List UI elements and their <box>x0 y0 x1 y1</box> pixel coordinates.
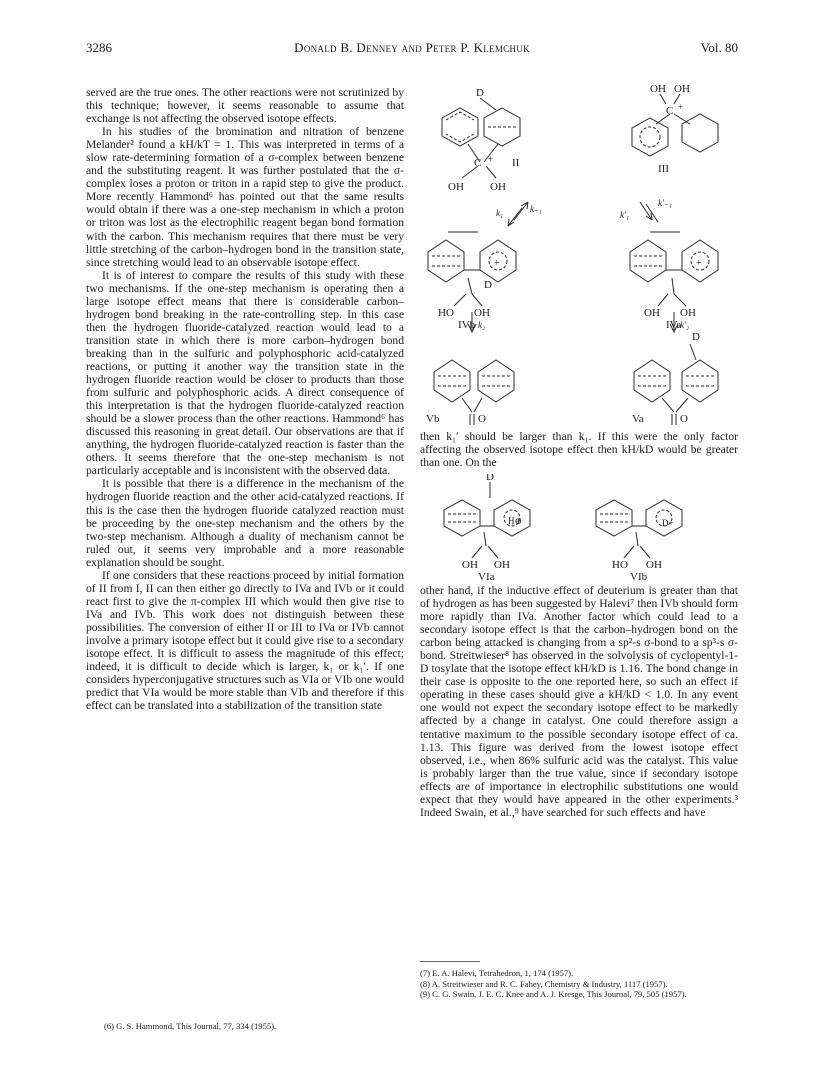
paragraph: If one considers that these reactions proceed by initial formation of II from I, II can then either go directly to IVa and IVb or it could react first to give the π-complex III which would then give rise to IVa and IVb. This work does not distinguish between these possibilities. The conversion of either II or III to IVa or IVb cannot involve a primary isotope effect but it could give rise to a secondary isotope effect. It is difficult to assess the magnitude of this effect; indeed, it is difficult to decide which is larger, k₁ or k₁′. If one considers hyperconjugative structures such as VIa or VIb one would predict that VIa would be more stable than VIb and therefore if this effect can be translated into a stabilization of the transition state <box>86 568 404 713</box>
structure-VIb <box>596 500 682 558</box>
right-column-top <box>420 430 738 469</box>
structure-label-IVa: IVa <box>666 319 682 331</box>
structure-Va <box>634 344 718 425</box>
footnotes-left <box>104 1021 404 1032</box>
footnote-7: (7) E. A. Halevi, Tetrahedron, 1, 174 (1957). <box>420 968 574 978</box>
left-column <box>86 86 404 712</box>
rate-constant: k₂ <box>478 320 486 330</box>
atom-label: OH <box>490 181 506 193</box>
structure-label-VIa: VIa <box>478 571 495 582</box>
atom-label: HO <box>612 559 628 571</box>
atom-label: OH <box>674 83 690 95</box>
charge-label: D+ <box>662 518 674 528</box>
atom-label: OH <box>680 307 696 319</box>
atom-label: O <box>680 413 688 425</box>
atom-label: C <box>666 105 674 117</box>
atom-label: C <box>474 157 482 169</box>
atom-label: OH <box>474 307 490 319</box>
charge-label: + <box>488 154 494 164</box>
rate-constant: k′₁ <box>620 210 630 220</box>
page-number: 3286 <box>86 40 112 55</box>
atom-label: D <box>692 331 700 343</box>
atom-label: OH <box>650 83 666 95</box>
structure-label-Va: Va <box>632 413 644 425</box>
charge-label: + <box>494 258 500 269</box>
paragraph: It is of interest to compare the results of this study with these two mechanisms. If the one-step mechanism is operating then a large isotope effect means that there is considerable carbon–hydrogen bond breaking in the rate-controlling step. In this case then the hydrogen fluoride-catalyzed reaction would lead to a transition state in which there is more carbon–hydrogen bond breaking than in the sulfuric and polyphosphoric acid-catalyzed reactions, or putting it another way the transition state in the hydrogen fluoride reaction would be closer to products than those from sulfuric and polyphosphoric acids. A direct consequence of this interpretation is that the hydrogen fluoride-catalyzed reaction should be a slower process than the other reactions. Hammond⁶ has discussed this reasoning in great detail. Our observations are that if anything, the hydrogen fluoride-catalyzed reaction is faster than the others. It seems therefore that the one-step mechanism is not particularly acceptable and is inconsistent with the observed data. <box>86 268 404 478</box>
charge-label: + <box>678 102 684 112</box>
atom-label: OH <box>644 307 660 319</box>
structure-IVb <box>428 232 516 306</box>
footnote-rule <box>420 961 480 962</box>
rate-constant: k′₂ <box>680 320 690 330</box>
paragraph: then k₁′ should be larger than k₁. If this were the only factor affecting the observed isotope effect then kH/kD would be greater than one. On the <box>420 430 738 470</box>
running-header <box>86 40 738 60</box>
atom-label: OH <box>494 559 510 571</box>
footnotes-right <box>420 968 738 1000</box>
paragraph: It is possible that there is a difference in the mechanism of the hydrogen fluoride reaction and the other acid-catalyzed reactions. If this is the case then the hydrogen fluoride catalyzed reaction must be proceeding by the one-step mechanism and the others by the two-step mechanism. Although a duality of mechanism cannot be ruled out, it seems very improbable and a more reasonable explanation should be sought. <box>86 477 404 569</box>
reaction-scheme <box>412 80 742 425</box>
structure-Vb <box>434 360 514 425</box>
structure-label-Vb: Vb <box>426 413 440 425</box>
atom-label: O <box>478 413 486 425</box>
right-column-body <box>420 584 738 819</box>
structure-III <box>632 94 718 156</box>
running-title: Donald B. Denney and Peter P. Klemchuk <box>294 40 530 55</box>
rate-constant: k₋₁ <box>530 204 542 214</box>
paragraph: In his studies of the bromination and nitration of benzene Melander² found a kH/kT = 1. This was interpreted in terms of a slow rate-determining formation of a σ-complex between benzene and the substituting reagent. It was further postulated that the σ-complex loses a proton or triton in a rapid step to give the product. More recently Hammond⁶ has pointed out that the same results would obtain if there was a one-step mechanism in which a proton or triton was lost as the electrophilic reagent began bond formation with the carbon. This mechanism requires that there must be very little stretching of the carbon–hydrogen bond in the transition state, since stretching would lead to an observable isotope effect. <box>86 125 404 269</box>
footnote-9: (9) C. G. Swain, J. E. C. Knee and A. J. Kresge, This Journal, 79, 505 (1957). <box>420 989 687 1000</box>
paragraph: served are the true ones. The other reactions were not scrutinized by this technique; however, it seems reasonable to assume that exchange is not affecting the observed isotope effects. <box>86 86 404 126</box>
atom-label: D <box>476 87 484 99</box>
hyperconjugation-structures <box>420 474 738 582</box>
charge-label: + <box>696 258 702 269</box>
footnote-6: (6) G. S. Hammond, This Journal, 77, 334 (1955). <box>104 1021 277 1031</box>
structure-label-III: III <box>658 163 669 175</box>
structure-IVa <box>630 232 718 306</box>
charge-label: H⊕ <box>508 516 523 526</box>
atom-label: D <box>484 279 492 291</box>
atom-label: HO <box>438 307 454 319</box>
volume-label: Vol. 80 <box>700 40 738 55</box>
atom-label: D <box>486 474 494 483</box>
atom-label: OH <box>646 559 662 571</box>
atom-label: OH <box>448 181 464 193</box>
paragraph: other hand, if the inductive effect of deuterium is greater than that of hydrogen as has been suggested by Halevi⁷ then IVb should form more rapidly than IVa. Another factor which could lead to a secondary isotope effect is that the carbon–hydrogen bond on the carbon being attacked is changing from a sp²-s σ-bond to a sp³-s σ-bond. Streitwieser⁸ has observed in the solvolysis of cyclopentyl-1-D tosylate that the isotope effect kH/kD is 1.16. The bond change in their case is opposite to the one reported here, so such an effect if operating in these cases should give a kH/kD < 1.0. In any event one would not expect the secondary isotope effect to be markedly affected by a change in catalyst. One could therefore assign a tentative maximum to the possible secondary isotope effect of ca. 1.13. This figure was derived from the lowest isotope effect observed, i.e., when 86% sulfuric acid was the catalyst. This value is probably larger than the true value, since if secondary isotope effects are of importance in electrophilic substitutions one would expect that they would have appeared in the other experiments.³ Indeed Swain, et al.,⁹ have searched for such effects and have <box>420 584 738 819</box>
footnote-8: (8) A. Streitwieser and R. C. Fahey, Chemistry & Industry, 1117 (1957). <box>420 978 668 989</box>
rate-constant: k′₋₁ <box>658 198 672 208</box>
structure-label-II: II <box>512 157 520 169</box>
structure-label-IVb: IVb <box>458 319 476 331</box>
structure-label-VIb: VIb <box>630 571 648 582</box>
rate-constant: k₁ <box>496 208 504 218</box>
atom-label: OH <box>462 559 478 571</box>
